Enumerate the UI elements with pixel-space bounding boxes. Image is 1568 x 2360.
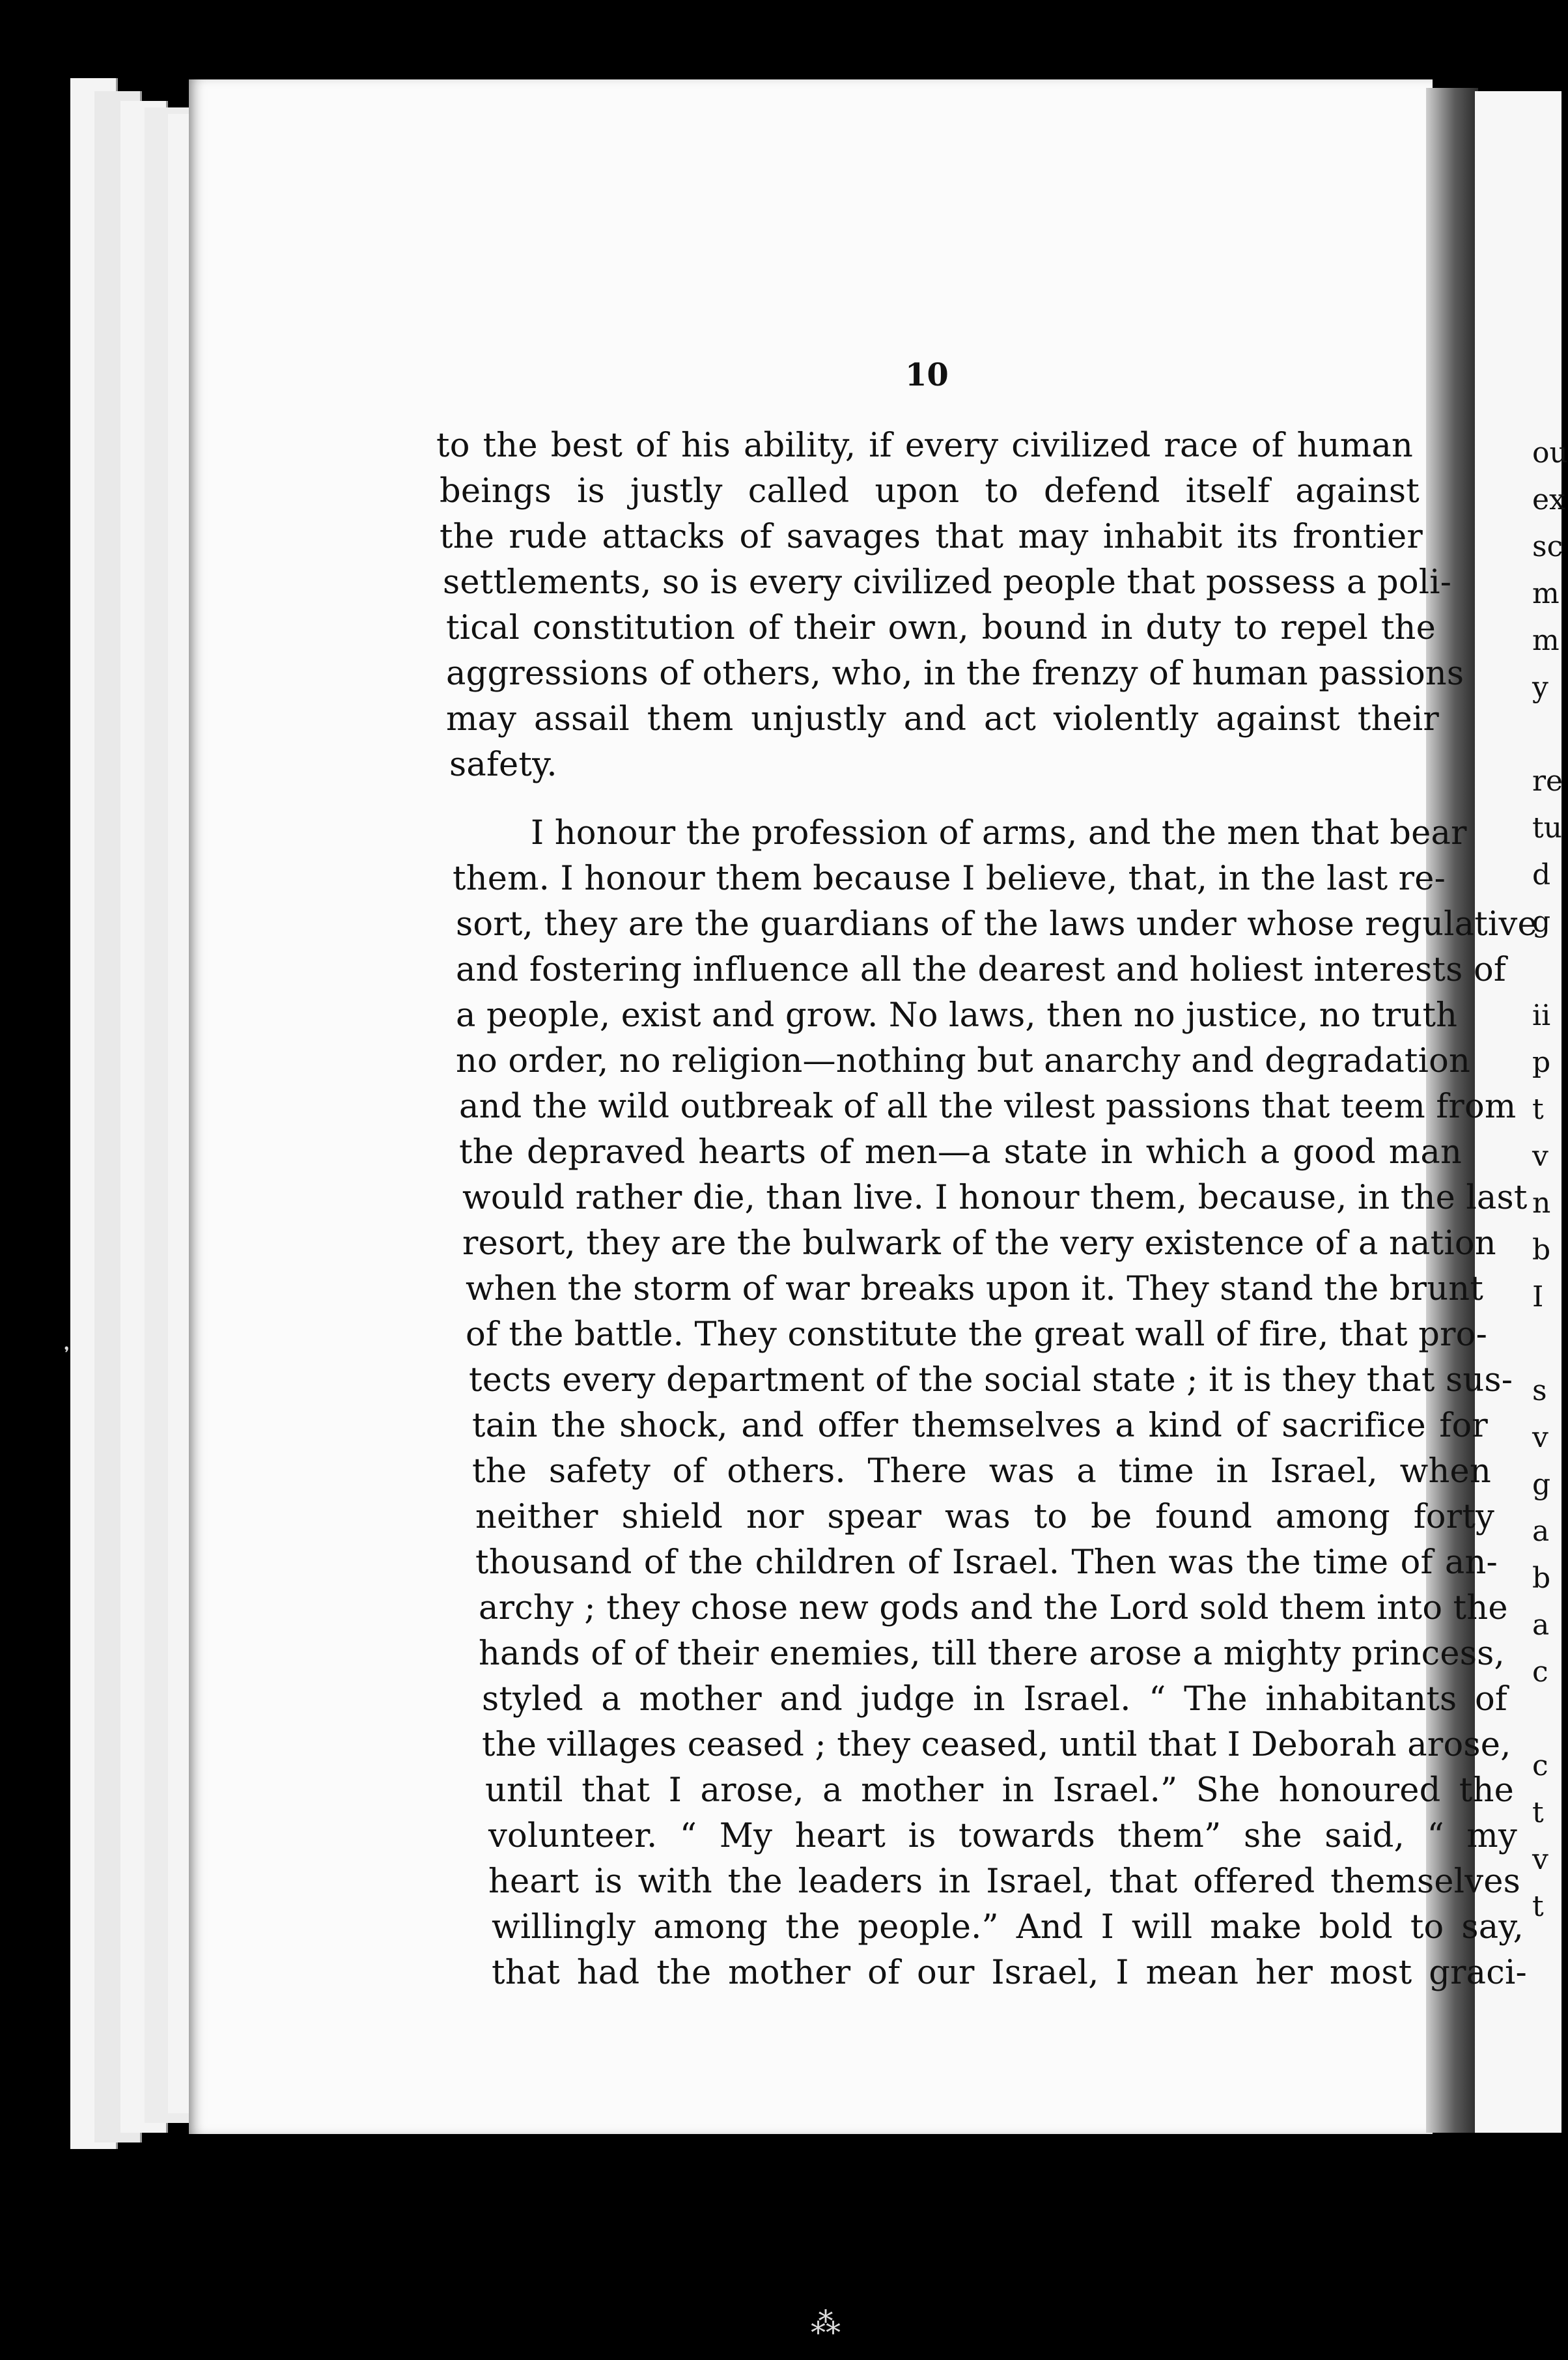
text-line: settlements, so is every civilized people that possess a poli-	[443, 563, 1452, 602]
facing-page-fragment: sc	[1532, 530, 1563, 563]
text-line: tical constitution of their own, bound in duty to repel the	[446, 609, 1436, 647]
facing-page-fragment: b	[1532, 1562, 1551, 1595]
facing-page-fragment: g	[1532, 905, 1551, 938]
text-line: until that I arose, a mother in Israel.” She honoured the	[485, 1771, 1514, 1810]
text-line: safety.	[449, 746, 557, 784]
text-line: the villages ceased ; they ceased, until that I Deborah arose,	[482, 1726, 1511, 1764]
facing-page-fragment: p	[1532, 1046, 1551, 1079]
text-line: and the wild outbreak of all the vilest passions that teem from	[459, 1088, 1517, 1126]
text-line: heart is with the leaders in Israel, that offered themselves	[488, 1862, 1520, 1901]
text-line: neither shield nor spear was to be found among forty	[475, 1498, 1494, 1536]
facing-page-fragment: t	[1532, 1890, 1544, 1923]
text-line: of the battle. They constitute the great wall of fire, that pro-	[466, 1315, 1487, 1354]
facing-page-fragment: a	[1532, 1515, 1550, 1548]
text-line: no order, no religion—nothing but anarchy and degradation	[456, 1042, 1471, 1080]
text-line: styled a mother and judge in Israel. “ The inhabitants of	[482, 1680, 1507, 1719]
ink-blot: ⁂	[811, 2305, 841, 2340]
page-number: 10	[905, 357, 949, 393]
text-line: I honour the profession of arms, and the men that bear	[531, 814, 1467, 852]
facing-page-fragment: d	[1532, 858, 1551, 892]
text-line: tain the shock, and offer themselves a kind of sacrifice for	[472, 1407, 1488, 1445]
facing-page-fragment: re	[1532, 765, 1563, 798]
facing-page-fragment: t	[1532, 1093, 1544, 1126]
facing-page-fragment: c	[1532, 1655, 1548, 1689]
text-line: may assail them unjustly and act violently against their	[446, 700, 1439, 738]
facing-page-fragment: b	[1532, 1233, 1551, 1267]
text-line: the depraved hearts of men—a state in which a good man	[459, 1133, 1462, 1172]
facing-page-fragment: c	[1532, 1749, 1548, 1782]
facing-page-fragment: n	[1532, 1187, 1551, 1220]
facing-page-fragment: ou	[1532, 436, 1568, 470]
facing-page-fragment: m	[1532, 624, 1560, 657]
text-line: the safety of others. There was a time in Israel, when	[472, 1452, 1491, 1491]
text-line: willingly among the people.” And I will make bold to say,	[492, 1908, 1524, 1946]
facing-page-fragment: I	[1532, 1280, 1544, 1313]
facing-page-fragment: s	[1532, 1374, 1547, 1407]
facing-page-fragment: a	[1532, 1608, 1550, 1642]
text-line: the rude attacks of savages that may inhabit its frontier	[440, 518, 1423, 556]
text-line: hands of of their enemies, till there arose a mighty princess,	[479, 1635, 1505, 1673]
text-line: aggressions of others, who, in the frenzy of human passions	[446, 654, 1464, 693]
text-line: archy ; they chose new gods and the Lord sold them into the	[479, 1589, 1508, 1627]
text-line: tects every department of the social state ; it is they that sus-	[469, 1361, 1513, 1399]
facing-page-fragment: ii	[1532, 999, 1551, 1032]
text-line: and fostering influence all the dearest and holiest interests of	[456, 951, 1506, 989]
text-line: when the storm of war breaks upon it. They stand the brunt	[466, 1270, 1484, 1308]
text-line: volunteer. “ My heart is towards them” she said, “ my	[488, 1817, 1517, 1855]
facing-page-fragment: ex	[1532, 483, 1565, 516]
margin-mark: ᾿	[60, 1345, 73, 1375]
facing-page-fragment: v	[1532, 1140, 1548, 1173]
text-line: would rather die, than live. I honour them, because, in the last	[462, 1179, 1528, 1217]
facing-page-fragment: t	[1532, 1796, 1544, 1829]
text-line: thousand of the children of Israel. Then was the time of an-	[475, 1543, 1498, 1582]
text-line: beings is justly called upon to defend itself against	[440, 472, 1420, 511]
facing-page-fragment: y	[1532, 671, 1548, 704]
text-line: that had the mother of our Israel, I mean her most graci-	[492, 1954, 1527, 1992]
text-line: sort, they are the guardians of the laws under whose regulative	[456, 905, 1537, 944]
facing-page-fragment: v	[1532, 1421, 1548, 1454]
text-line: a people, exist and grow. No laws, then no justice, no truth	[456, 996, 1458, 1035]
text-line: them. I honour them because I believe, that, in the last re-	[453, 860, 1446, 898]
facing-page-fragment: v	[1532, 1843, 1548, 1876]
facing-page-fragment: tu	[1532, 811, 1563, 845]
facing-page-fragment: m	[1532, 577, 1560, 610]
facing-page-fragment: g	[1532, 1468, 1551, 1501]
text-line: resort, they are the bulwark of the very existence of a nation	[462, 1224, 1496, 1263]
text-line: to the best of his ability, if every civilized race of human	[436, 427, 1413, 465]
